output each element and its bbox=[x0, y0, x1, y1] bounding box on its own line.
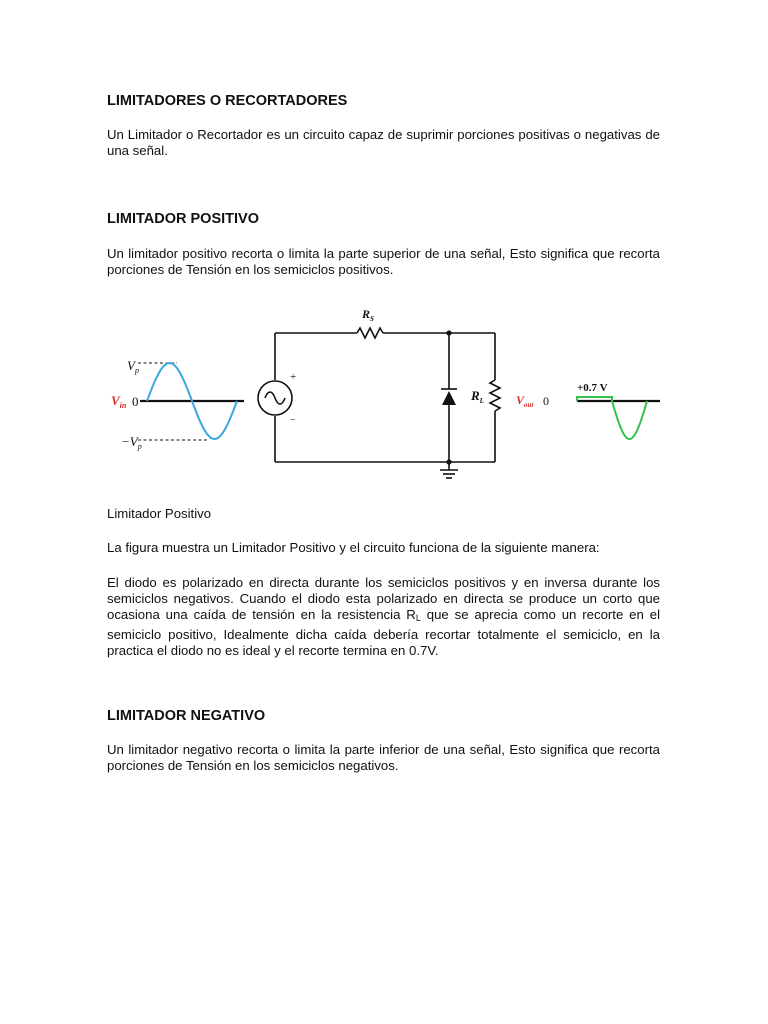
rl-label: $R_L$ bbox=[471, 388, 484, 405]
section-heading-limitador-negativo: LIMITADOR NEGATIVO bbox=[107, 708, 266, 724]
vout-zero-label: 0 bbox=[543, 394, 549, 408]
resistor-rl bbox=[490, 380, 500, 411]
source-minus-sign: − bbox=[290, 415, 296, 426]
resistor-rs bbox=[357, 328, 383, 338]
ac-source-symbol bbox=[265, 392, 285, 404]
clip-voltage-label: +0.7 V bbox=[577, 382, 608, 394]
input-waveform bbox=[111, 358, 244, 451]
paragraph-negative-intro: Un limitador negativo recorta o limita la parte inferior de una señal, Esto significa que recorta porciones de Tensión en los semiciclos negativos. bbox=[107, 742, 660, 774]
explanation-text-part1: El diodo es polarizado en directa durante los semiciclos positivos y en inversa durante los semiciclos negativos. Cuando el diodo esta polarizado en directa se produce un corto que ocasiona una caída de tensión en la resistencia R bbox=[107, 575, 660, 623]
source-plus-sign: + bbox=[290, 371, 297, 383]
positive-limiter-circuit-figure bbox=[107, 300, 667, 490]
output-waveform bbox=[516, 382, 660, 439]
rs-label: $R_S$ bbox=[362, 307, 374, 323]
paragraph-explanation-intro: La figura muestra un Limitador Positivo y el circuito funciona de la siguiente manera: bbox=[107, 540, 600, 555]
section-heading-limitadores: LIMITADORES O RECORTADORES bbox=[107, 93, 348, 109]
output-clipped-wave bbox=[577, 397, 647, 439]
junction-top bbox=[446, 330, 451, 335]
section-heading-limitador-positivo: LIMITADOR POSITIVO bbox=[107, 211, 259, 227]
diode-triangle bbox=[442, 391, 456, 405]
vin-zero-label: 0 bbox=[132, 394, 139, 409]
circuit-schematic bbox=[258, 328, 500, 478]
neg-vp-label: $-V_p$ bbox=[121, 434, 142, 451]
vout-label: $V_{out}$ bbox=[516, 393, 534, 409]
paragraph-explanation bbox=[107, 575, 660, 659]
paragraph-definition: Un Limitador o Recortador es un circuito capaz de suprimir porciones positivas o negativas de una señal. bbox=[107, 127, 660, 159]
vp-label: $V_p$ bbox=[127, 358, 139, 375]
figure-caption: Limitador Positivo bbox=[107, 506, 212, 521]
paragraph-positive-intro: Un limitador positivo recorta o limita la parte superior de una señal, Esto significa que recorta porciones de Tensión en los semiciclos positivos. bbox=[107, 246, 660, 278]
explanation-text-part2: que se aprecia como un recorte en el semiciclo positivo, Idealmente dicha caída debería recortar totalmente el semiciclo, en la practica el diodo no es ideal y el recorte termina en 0.7V. bbox=[107, 607, 661, 658]
junction-bottom bbox=[446, 459, 451, 464]
vin-label: $V_{in}$ bbox=[111, 393, 127, 410]
explanation-rl-subscript: L bbox=[415, 613, 421, 624]
